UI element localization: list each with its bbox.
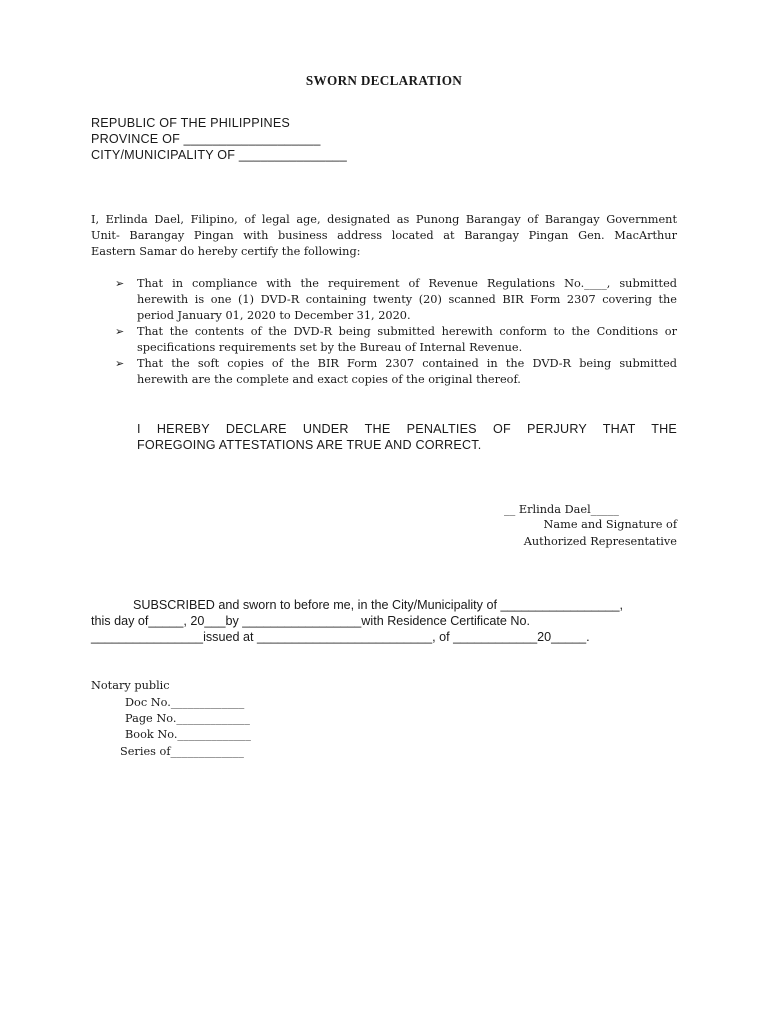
- bullet-arrow-icon: ➢: [115, 325, 125, 338]
- bullet-1-line-1: That in compliance with the requirement of Revenue Regulations No.____, submitted: [137, 277, 677, 290]
- jurat-line-2: this day of_____, 20___by _________________with Residence Certificate No.: [91, 614, 530, 628]
- declaration-line-1: I HEREBY DECLARE UNDER THE PENALTIES OF PERJURY THAT THE: [137, 422, 677, 436]
- notary-doc-no: Doc No._____________: [125, 696, 245, 709]
- intro-line-1: I, Erlinda Dael, Filipino, of legal age, designated as Punong Barangay of Barangay Government: [91, 213, 677, 226]
- intro-line-2: Unit- Barangay Pingan with business address located at Barangay Pingan Gen. MacArthur: [91, 229, 677, 242]
- bullet-2-line-1: That the contents of the DVD-R being submitted herewith conform to the Conditions or: [137, 325, 677, 338]
- jurat-line-3: ________________issued at _________________________, of ____________20_____.: [91, 630, 590, 644]
- signature-name: __ Erlinda Dael_____: [504, 503, 619, 516]
- bullet-arrow-icon: ➢: [115, 357, 125, 370]
- signature-caption-1: Name and Signature of: [543, 518, 677, 531]
- bullet-3-line-1: That the soft copies of the BIR Form 2307 contained in the DVD-R being submitted: [137, 357, 677, 370]
- header-province: PROVINCE OF ___________________: [91, 132, 321, 146]
- notary-book-no: Book No._____________: [125, 728, 251, 741]
- bullet-arrow-icon: ➢: [115, 277, 125, 290]
- notary-label: Notary public: [91, 679, 170, 692]
- bullet-1-line-3: period January 01, 2020 to December 31, 2020.: [137, 309, 411, 322]
- bullet-1-line-2: herewith is one (1) DVD-R containing twenty (20) scanned BIR Form 2307 covering the: [137, 293, 677, 306]
- declaration-line-2: FOREGOING ATTESTATIONS ARE TRUE AND CORRECT.: [137, 438, 482, 452]
- header-city: CITY/MUNICIPALITY OF _______________: [91, 148, 347, 162]
- bullet-2-line-2: specifications requirements set by the Bureau of Internal Revenue.: [137, 341, 523, 354]
- bullet-3-line-2: herewith are the complete and exact copies of the original thereof.: [137, 373, 521, 386]
- document-title: SWORN DECLARATION: [305, 73, 463, 88]
- jurat-line-1: SUBSCRIBED and sworn to before me, in the City/Municipality of _________________,: [133, 598, 624, 612]
- header-country: REPUBLIC OF THE PHILIPPINES: [91, 116, 291, 130]
- signature-caption-2: Authorized Representative: [523, 535, 677, 548]
- notary-page-no: Page No._____________: [125, 712, 250, 725]
- intro-line-3: Eastern Samar do hereby certify the following:: [91, 245, 361, 258]
- notary-series-of: Series of_____________: [120, 745, 244, 758]
